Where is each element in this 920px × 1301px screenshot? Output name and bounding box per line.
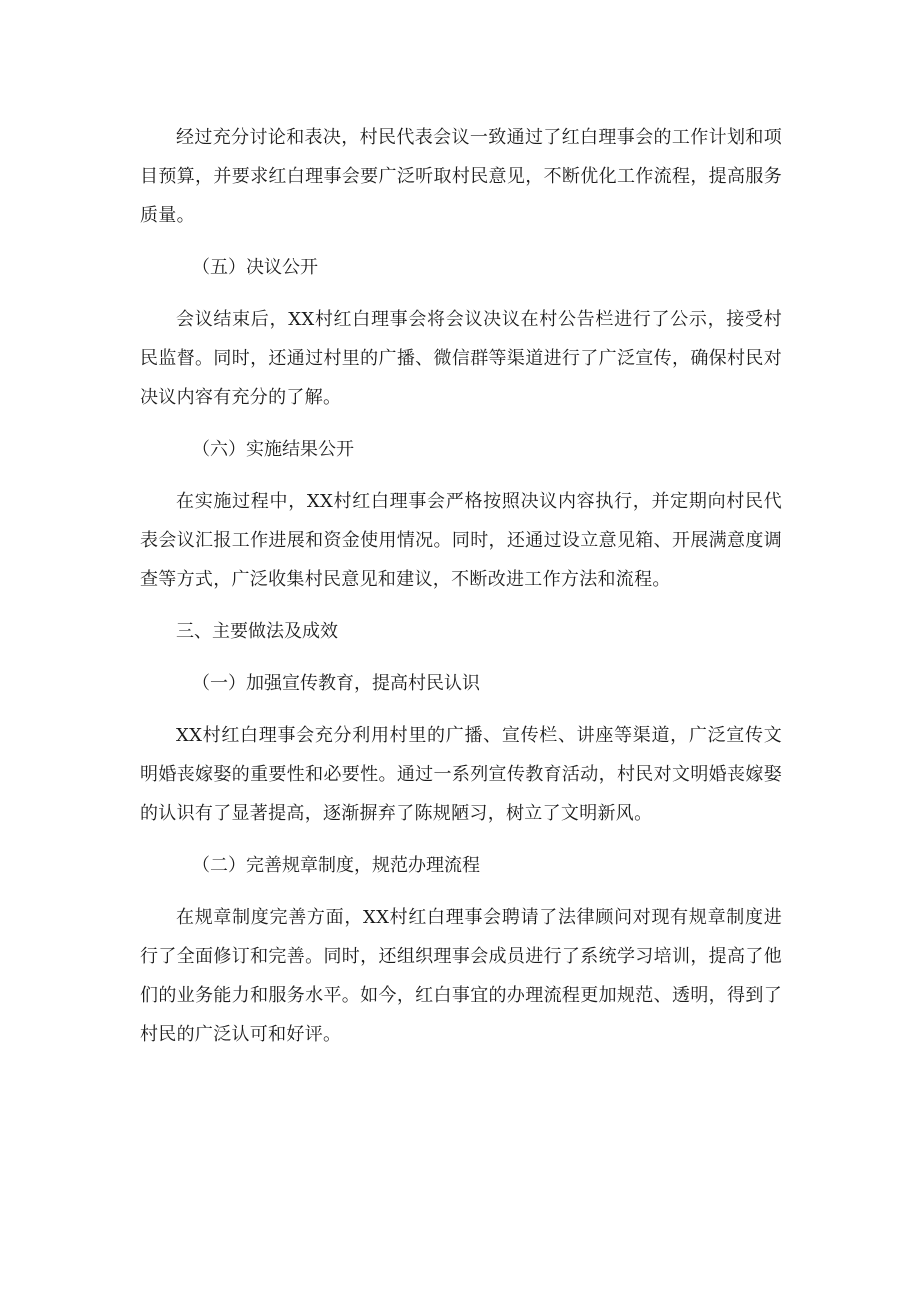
paragraph-resolution-passed: 经过充分讨论和表决，村民代表会议一致通过了红白理事会的工作计划和项目预算，并要求红白理事会要广泛听取村民意见，不断优化工作流程，提高服务质量。 bbox=[140, 127, 782, 226]
section-heading-publicity-education: （一）加强宣传教育，提高村民认识 bbox=[192, 673, 480, 694]
paragraph-implementation: 在实施过程中，XX村红白理事会严格按照决议内容执行，并定期向村民代表会议汇报工作进展和资金使用情况。同时，还通过设立意见箱、开展满意度调查等方式，广泛收集村民意见和建议，不断改进工作方法和流程。 bbox=[140, 491, 782, 590]
paragraph-publicity-education: XX村红白理事会充分利用村里的广播、宣传栏、讲座等渠道，广泛宣传文明婚丧嫁娶的重要性和必要性。通过一系列宣传教育活动，村民对文明婚丧嫁娶的认识有了显著提高，逐渐摒弃了陈规陋习，树立了文明新风。 bbox=[140, 725, 782, 824]
section-heading-implementation-public: （六）实施结果公开 bbox=[192, 439, 354, 460]
document-page bbox=[140, 118, 782, 1054]
section-heading-resolution-public: （五）决议公开 bbox=[192, 257, 318, 278]
paragraph-regulations: 在规章制度完善方面，XX村红白理事会聘请了法律顾问对现有规章制度进行了全面修订和完善。同时，还组织理事会成员进行了系统学习培训，提高了他们的业务能力和服务水平。如今，红白事宜的办理流程更加规范、透明，得到了村民的广泛认可和好评。 bbox=[140, 907, 782, 1045]
chapter-heading-main-practices: 三、主要做法及成效 bbox=[176, 621, 338, 642]
section-heading-regulations: （二）完善规章制度，规范办理流程 bbox=[192, 855, 480, 876]
paragraph-resolution-publicity: 会议结束后，XX村红白理事会将会议决议在村公告栏进行了公示，接受村民监督。同时，还通过村里的广播、微信群等渠道进行了广泛宣传，确保村民对决议内容有充分的了解。 bbox=[140, 309, 782, 408]
